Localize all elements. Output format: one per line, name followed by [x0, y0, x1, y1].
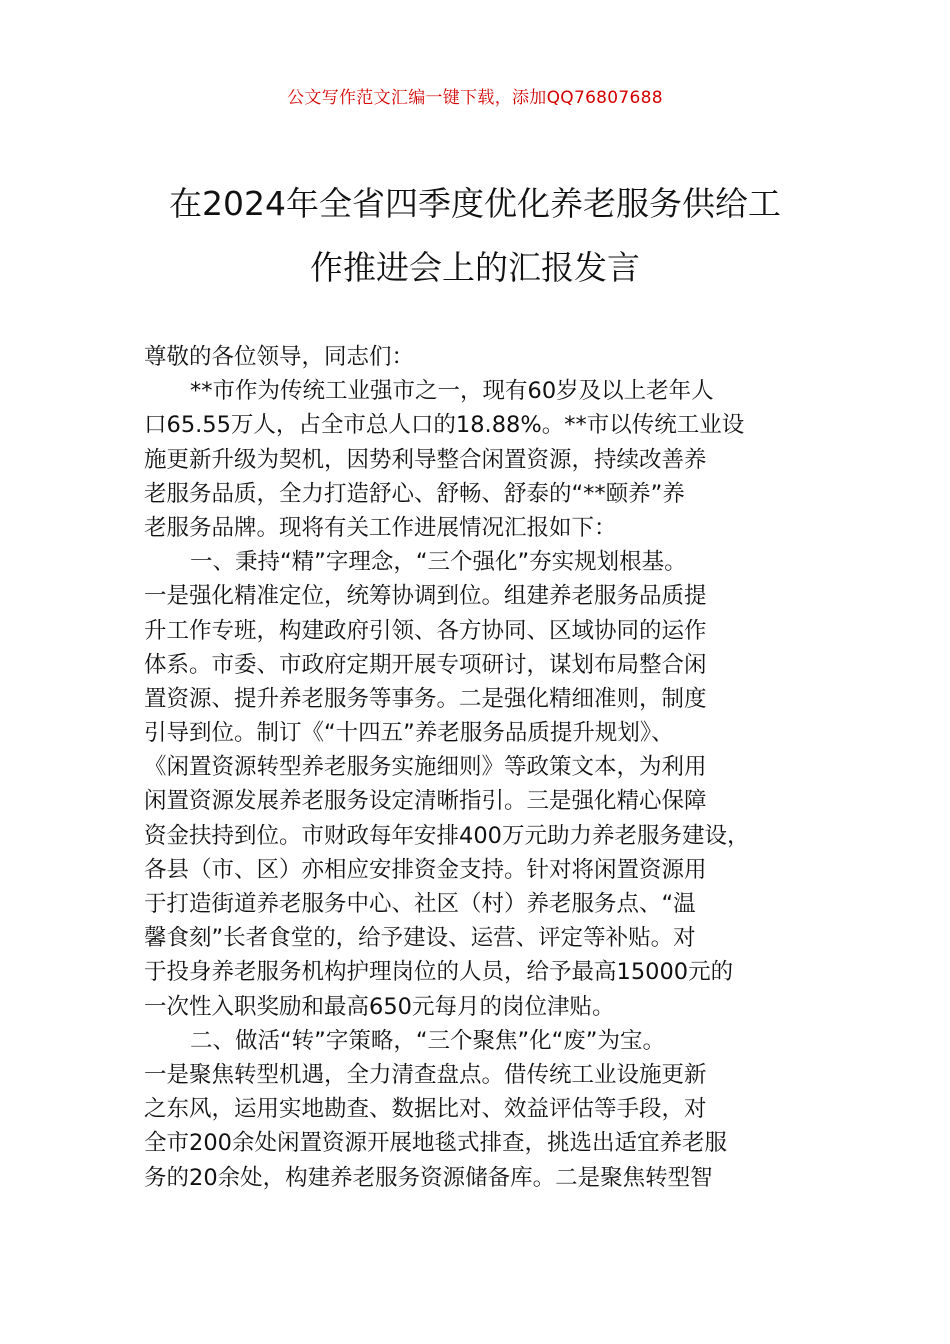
paragraph-line: 一是强化精准定位，统筹协调到位。组建养老服务品质提	[144, 583, 707, 610]
paragraph-line: 之东风，运用实地勘查、数据比对、效益评估等手段，对	[144, 1096, 707, 1123]
paragraph-line: 口65.55万人，占全市总人口的18.88%。**市以传统工业设	[144, 412, 745, 439]
section-heading-line: 一、秉持“精”字理念，“三个强化”夯实规划根基。	[190, 549, 687, 576]
paragraph-line: 体系。市委、市政府定期开展专项研讨，谋划布局整合闲	[144, 651, 707, 678]
paragraph-line: 升工作专班，构建政府引领、各方协同、区域协同的运作	[144, 617, 707, 644]
paragraph-line: 于投身养老服务机构护理岗位的人员，给予最高15000元的	[144, 959, 734, 986]
paragraph-line: 于打造街道养老服务中心、社区（村）养老服务点、“温	[144, 891, 696, 917]
paragraph-line: 一次性入职奖励和最高650元每月的岗位津贴。	[144, 993, 615, 1020]
document-body	[144, 340, 824, 1195]
paragraph-line: 一是聚焦转型机遇，全力清查盘点。借传统工业设施更新	[144, 1061, 707, 1088]
paragraph-line: 老服务品牌。现将有关工作进展情况汇报如下：	[144, 514, 617, 541]
salutation: 尊敬的各位领导，同志们：	[144, 344, 415, 370]
paragraph-line: 置资源、提升养老服务等事务。二是强化精细准则，制度	[144, 685, 707, 712]
document-title	[80, 172, 870, 300]
paragraph-line: 《闲置资源转型养老服务实施细则》等政策文本，为利用	[144, 754, 707, 781]
paragraph-line: 全市200余处闲置资源开展地毯式排查，挑选出适宜养老服	[144, 1130, 727, 1157]
download-banner: 公文写作范文汇编一键下载，添加QQ76807688	[287, 88, 663, 108]
paragraph-line: **市作为传统工业强市之一，现有60岁及以上老年人	[190, 378, 714, 405]
paragraph-line: 资金扶持到位。市财政每年安排400万元助力养老服务建设，	[144, 822, 750, 849]
title-line: 在2024年全省四季度优化养老服务供给工	[169, 184, 781, 223]
paragraph-line: 施更新升级为契机，因势利导整合闲置资源，持续改善养	[144, 446, 707, 473]
title-line: 作推进会上的汇报发言	[310, 248, 640, 287]
paragraph-line: 馨食刻”长者食堂的，给予建设、运营、评定等补贴。对	[144, 925, 696, 952]
paragraph-line: 引导到位。制订《“十四五”养老服务品质提升规划》、	[144, 720, 674, 747]
paragraph-line: 务的20余处，构建养老服务资源储备库。二是聚焦转型智	[144, 1164, 713, 1191]
paragraph-line: 闲置资源发展养老服务设定清晰指引。三是强化精心保障	[144, 788, 707, 815]
section-heading-line: 二、做活“转”字策略，“三个聚焦”化“废”为宝。	[190, 1027, 665, 1054]
paragraph-line: 老服务品质，全力打造舒心、舒畅、舒泰的“**颐养”养	[144, 480, 685, 507]
paragraph-line: 各县（市、区）亦相应安排资金支持。针对将闲置资源用	[144, 856, 707, 883]
